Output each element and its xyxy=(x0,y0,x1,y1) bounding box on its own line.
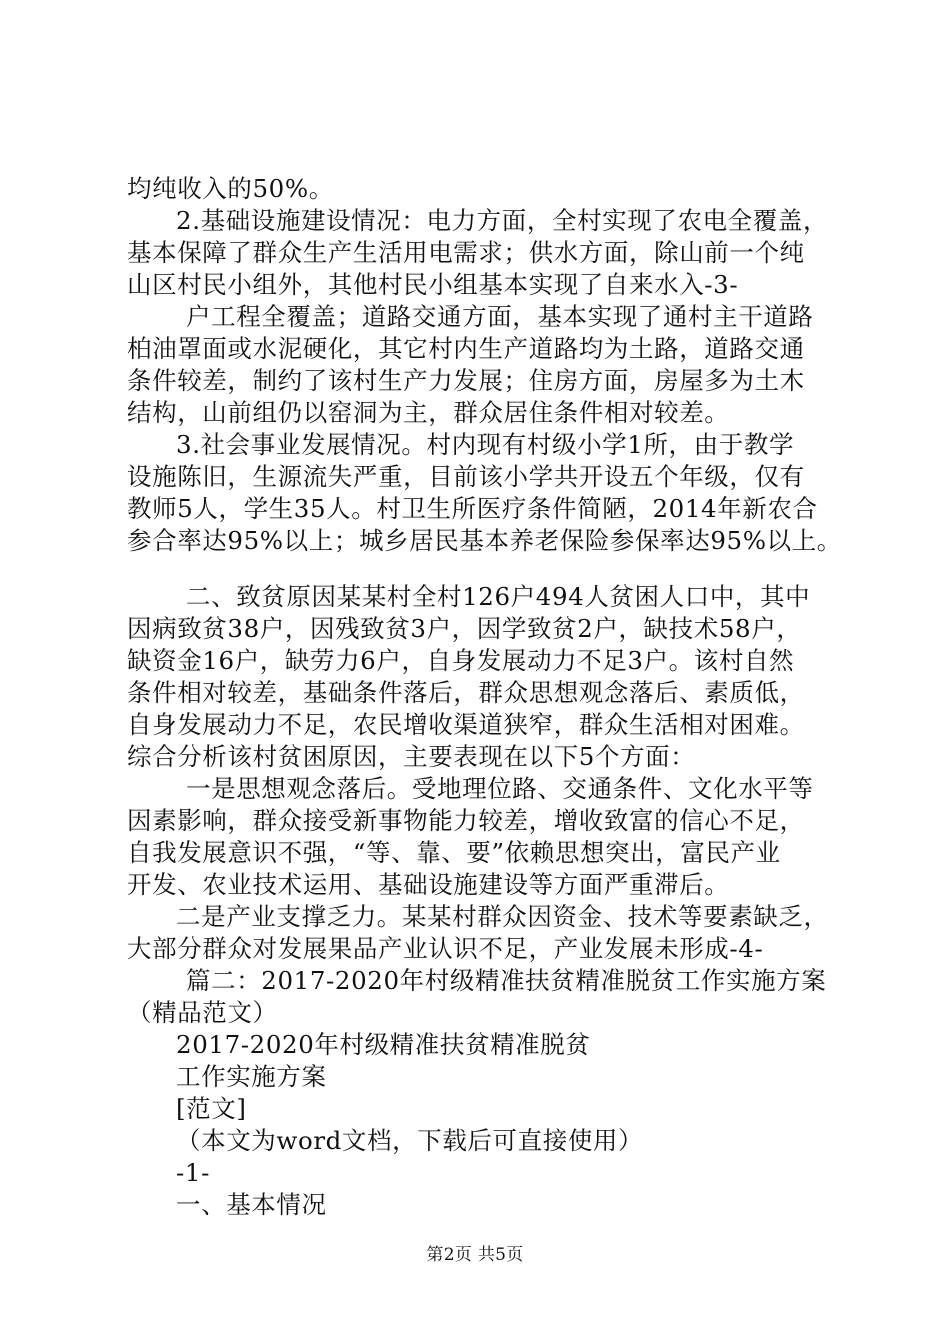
text-line: 基本保障了群众生产生活用电需求；供水方面，除山前一个纯 xyxy=(127,238,805,267)
text-line: 二是产业支撑乏力。某某村群众因资金、技术等要素缺乏， xyxy=(176,902,829,931)
text-line: 二、致贫原因某某村全村126户494人贫困人口中，其中 xyxy=(186,582,811,611)
text-line: 条件较差，制约了该村生产力发展；住房方面，房屋多为土木 xyxy=(127,366,805,395)
text-line: 3.社会事业发展情况。村内现有村级小学1所，由于教学 xyxy=(176,430,795,459)
text-line: 教师5人，学生35人。村卫生所医疗条件简陋，2014年新农合 xyxy=(127,494,818,523)
page-number-footer: 第2页 共5页 xyxy=(426,1245,524,1265)
text-line: 综合分析该村贫困原因，主要表现在以下5个方面： xyxy=(127,742,696,771)
text-line: 设施陈旧，生源流失严重，目前该小学共开设五个年级，仅有 xyxy=(127,462,805,491)
text-line: 因病致贫38户，因残致贫3户，因学致贫2户，缺技术58户， xyxy=(127,614,802,643)
text-line: 开发、农业技术运用、基础设施建设等方面严重滞后。 xyxy=(127,870,730,899)
text-line: 自我发展意识不强，“等、靠、要”依赖思想突出，富民产业 xyxy=(127,838,781,867)
text-line: [范文] xyxy=(176,1094,247,1123)
text-line: 柏油罩面或水泥硬化，其它村内生产道路均为土路，道路交通 xyxy=(127,334,805,363)
text-line: 条件相对较差，基础条件落后，群众思想观念落后、素质低， xyxy=(127,678,805,707)
text-line: 一是思想观念落后。受地理位路、交通条件、文化水平等 xyxy=(186,774,814,803)
text-line: 均纯收入的50%。 xyxy=(127,174,334,203)
text-line: 参合率达95%以上；城乡居民基本养老保险参保率达95%以上。 xyxy=(127,526,842,555)
text-line: 结构，山前组仍以窑洞为主，群众居住条件相对较差。 xyxy=(127,398,730,427)
text-line: 缺资金16户，缺劳力6户，自身发展动力不足3户。该村自然 xyxy=(127,646,795,675)
text-line: -1- xyxy=(176,1158,210,1187)
text-line: 一、基本情况 xyxy=(176,1190,327,1219)
text-line: （本文为word文档，下载后可直接使用） xyxy=(176,1126,644,1155)
text-line: （精品范文） xyxy=(127,998,278,1027)
text-line: 2.基础设施建设情况：电力方面，全村实现了农电全覆盖， xyxy=(176,206,829,235)
text-line: 山区村民小组外，其他村民小组基本实现了自来水入-3- xyxy=(127,270,739,299)
text-line: 因素影响，群众接受新事物能力较差，增收致富的信心不足， xyxy=(127,806,805,835)
text-line: 工作实施方案 xyxy=(176,1062,327,1091)
text-line: 大部分群众对发展果品产业认识不足，产业发展未形成-4- xyxy=(127,934,764,963)
text-line: 户工程全覆盖；道路交通方面，基本实现了通村主干道路 xyxy=(186,302,814,331)
text-line: 自身发展动力不足，农民增收渠道狭窄，群众生活相对困难。 xyxy=(127,710,805,739)
text-line: 2017-2020年村级精准扶贫精准脱贫 xyxy=(176,1030,591,1059)
section-heading: 篇二：2017-2020年村级精准扶贫精准脱贫工作实施方案 xyxy=(186,966,827,995)
